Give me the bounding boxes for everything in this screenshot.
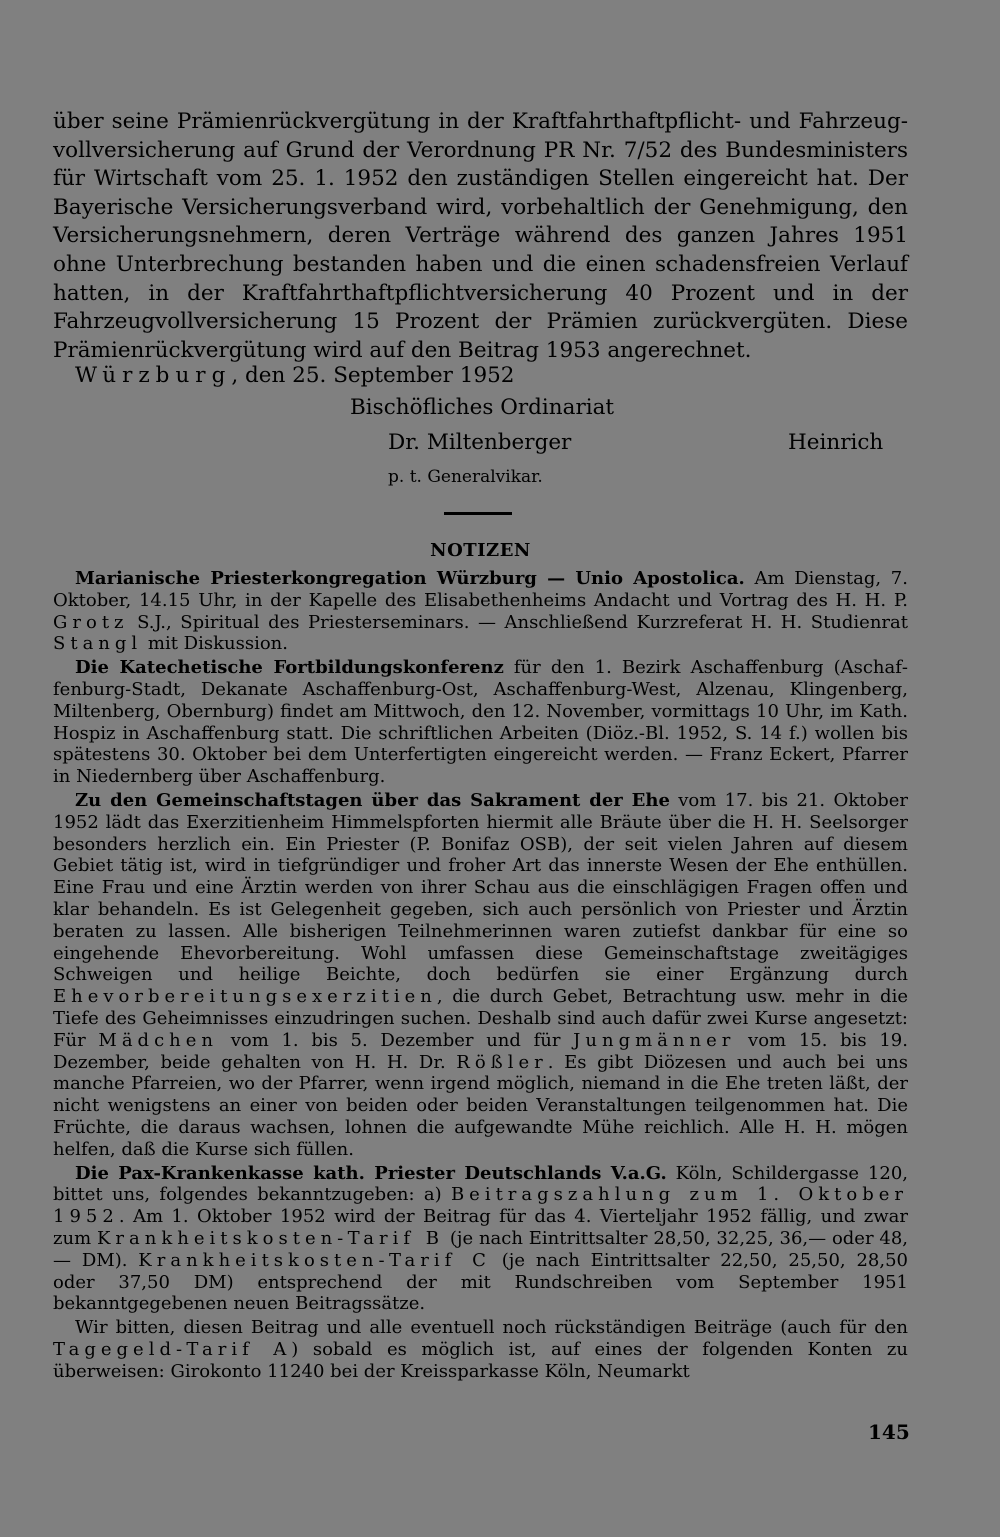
note-heading: Marianische Priesterkongregation Würzburg — Unio Apostolica.	[75, 568, 745, 589]
signature-place: Würzburg	[75, 363, 232, 388]
section-divider	[444, 512, 512, 515]
signature-place-date	[75, 363, 515, 388]
page-number: 145	[868, 1420, 910, 1444]
note-heading: Die Pax-Krankenkasse kath. Priester Deutschlands V.a.G.	[75, 1162, 667, 1184]
note-paragraph: Die Pax-Krankenkasse kath. Priester Deutschlands V.a.G. Köln, Schildergasse 120, bittet uns, folgendes bekanntzugeben: a) Beitragszahlung zum 1. Oktober 1952. Am 1. Oktober 1952 wird der Beitrag für das 4. Vierteljahr 1952 fällig, und zwar zum Krankheitskosten-Tarif B (je nach Eintrittsalter 28,50, 32,25, 36,— oder 48,— DM). Krankheitskosten-Tarif C (je nach Eintrittsalter 22,50, 25,50, 28,50 oder 37,50 DM) entsprechend der mit Rundschreiben vom September 1951 bekanntgegebenen neuen Beitragssätze.	[53, 1162, 909, 1315]
note-paragraph: Marianische Priesterkongregation Würzburg — Unio Apostolica. Am Dienstag, 7. Oktober, 14.15 Uhr, in der Kapelle des Elisabethenheims Andacht und Vortrag des H. H. P. Grotz S.J., Spiritual des Priesterseminars. — Anschließend Kurzreferat H. H. Studienrat Stangl mit Diskussion.	[53, 568, 908, 655]
note-paragraph: Wir bitten, diesen Beitrag und alle eventuell noch rückständigen Beiträge (auch für den Tagegeld-Tarif A) sobald es möglich ist, auf eines der folgenden Konten zu überweisen: Girokonto 11240 bei der Kreissparkasse Köln, Neumarkt	[53, 1317, 908, 1382]
signature-name: Dr. Miltenberger	[388, 430, 572, 455]
signature-title: p. t. Generalvikar.	[388, 467, 543, 487]
signature-office: Bischöfliches Ordinariat	[350, 395, 615, 420]
intro-paragraph: über seine Prämienrückvergütung in der Kraftfahrthaftpflicht- und Fahrzeugvollversicherung auf Grund der Verordnung PR Nr. 7/52 des Bundesministers für Wirtschaft vom 25. 1. 1952 den zuständigen Stellen eingereicht hat. Der Bayerische Versicherungsverband wird, vorbehaltlich der Genehmigung, den Versicherungsnehmern, deren Verträge während des ganzen Jahres 1951 ohne Unterbrechung bestanden haben und die einen schadensfreien Verlauf hatten, in der Kraftfahrthaftpflichtversicherung 40 Prozent und in der Fahrzeugvollversicherung 15 Prozent der Prämien zurückvergüten. Diese Prämienrückvergütung wird auf den Beitrag 1953 angerechnet.	[53, 109, 908, 363]
signature-date: , den 25. September 1952	[231, 363, 515, 388]
note-heading: Zu den Gemeinschaftstagen über das Sakrament der Ehe	[75, 789, 670, 811]
signature-name-right: Heinrich	[788, 430, 884, 455]
note-paragraph: Zu den Gemeinschaftstagen über das Sakrament der Ehe vom 17. bis 21. Oktober 1952 lädt das Exerzitienheim Himmelspforten hiermit alle Bräute über die H. H. Seelsorger besonders herzlich ein. Ein Priester (P. Bonifaz OSB), der seit vielen Jahren auf diesem Gebiet tätig ist, wird in tiefgründiger und froher Art das innerste Wesen der Ehe enthüllen. Eine Frau und eine Ärztin werden von ihrer Schau aus die einschlägigen Fragen offen und klar behandeln. Es ist Gelegenheit gegeben, sich auch persönlich von Priester und Ärztin beraten zu lassen. Alle bisherigen Teilnehmerinnen waren zutiefst dankbar für eine so eingehende Ehevorbereitung. Wohl umfassen diese Gemeinschaftstage zweitägiges Schweigen und heilige Beichte, doch bedürfen sie einer Ergänzung durch Ehevorbereitungsexerzitien, die durch Gebet, Betrachtung usw. mehr in die Tiefe des Geheimnisses einzudringen suchen. Deshalb sind auch dafür zwei Kurse angesetzt: Für Mädchen vom 1. bis 5. Dezember und für Jungmänner vom 15. bis 19. Dezember, beide gehalten von H. H. Dr. Rößler. Es gibt Diözesen und auch bei uns manche Pfarreien, wo der Pfarrer, wenn irgend möglich, niemand in die Ehe treten läßt, der nicht wenigstens an einer von beiden oder beiden Veranstaltungen teilgenommen hat. Die Früchte, die daraus wachsen, lohnen die aufgewandte Mühe reichlich. Alle H. H. mögen helfen, daß die Kurse sich füllen.	[53, 789, 908, 1160]
note-heading: Die Katechetische Fortbildungskonferenz	[75, 657, 504, 679]
notes-section	[53, 568, 908, 1384]
note-paragraph: Die Katechetische Fortbildungskonferenz für den 1. Bezirk Aschaffenburg (Aschaffenburg-Stadt, Dekanate Aschaffenburg-Ost, Aschaffenburg-West, Alzenau, Klingenberg, Miltenberg, Obernburg) findet am Mittwoch, den 12. November, vormittags 10 Uhr, im Kath. Hospiz in Aschaffenburg statt. Die schriftlichen Arbeiten (Diöz.-Bl. 1952, S. 14 f.) wollen bis spätestens 30. Oktober bei dem Unterfertigten eingereicht werden. — Franz Eckert, Pfarrer in Niedernberg über Aschaffenburg.	[53, 657, 908, 788]
section-heading: NOTIZEN	[430, 540, 531, 561]
